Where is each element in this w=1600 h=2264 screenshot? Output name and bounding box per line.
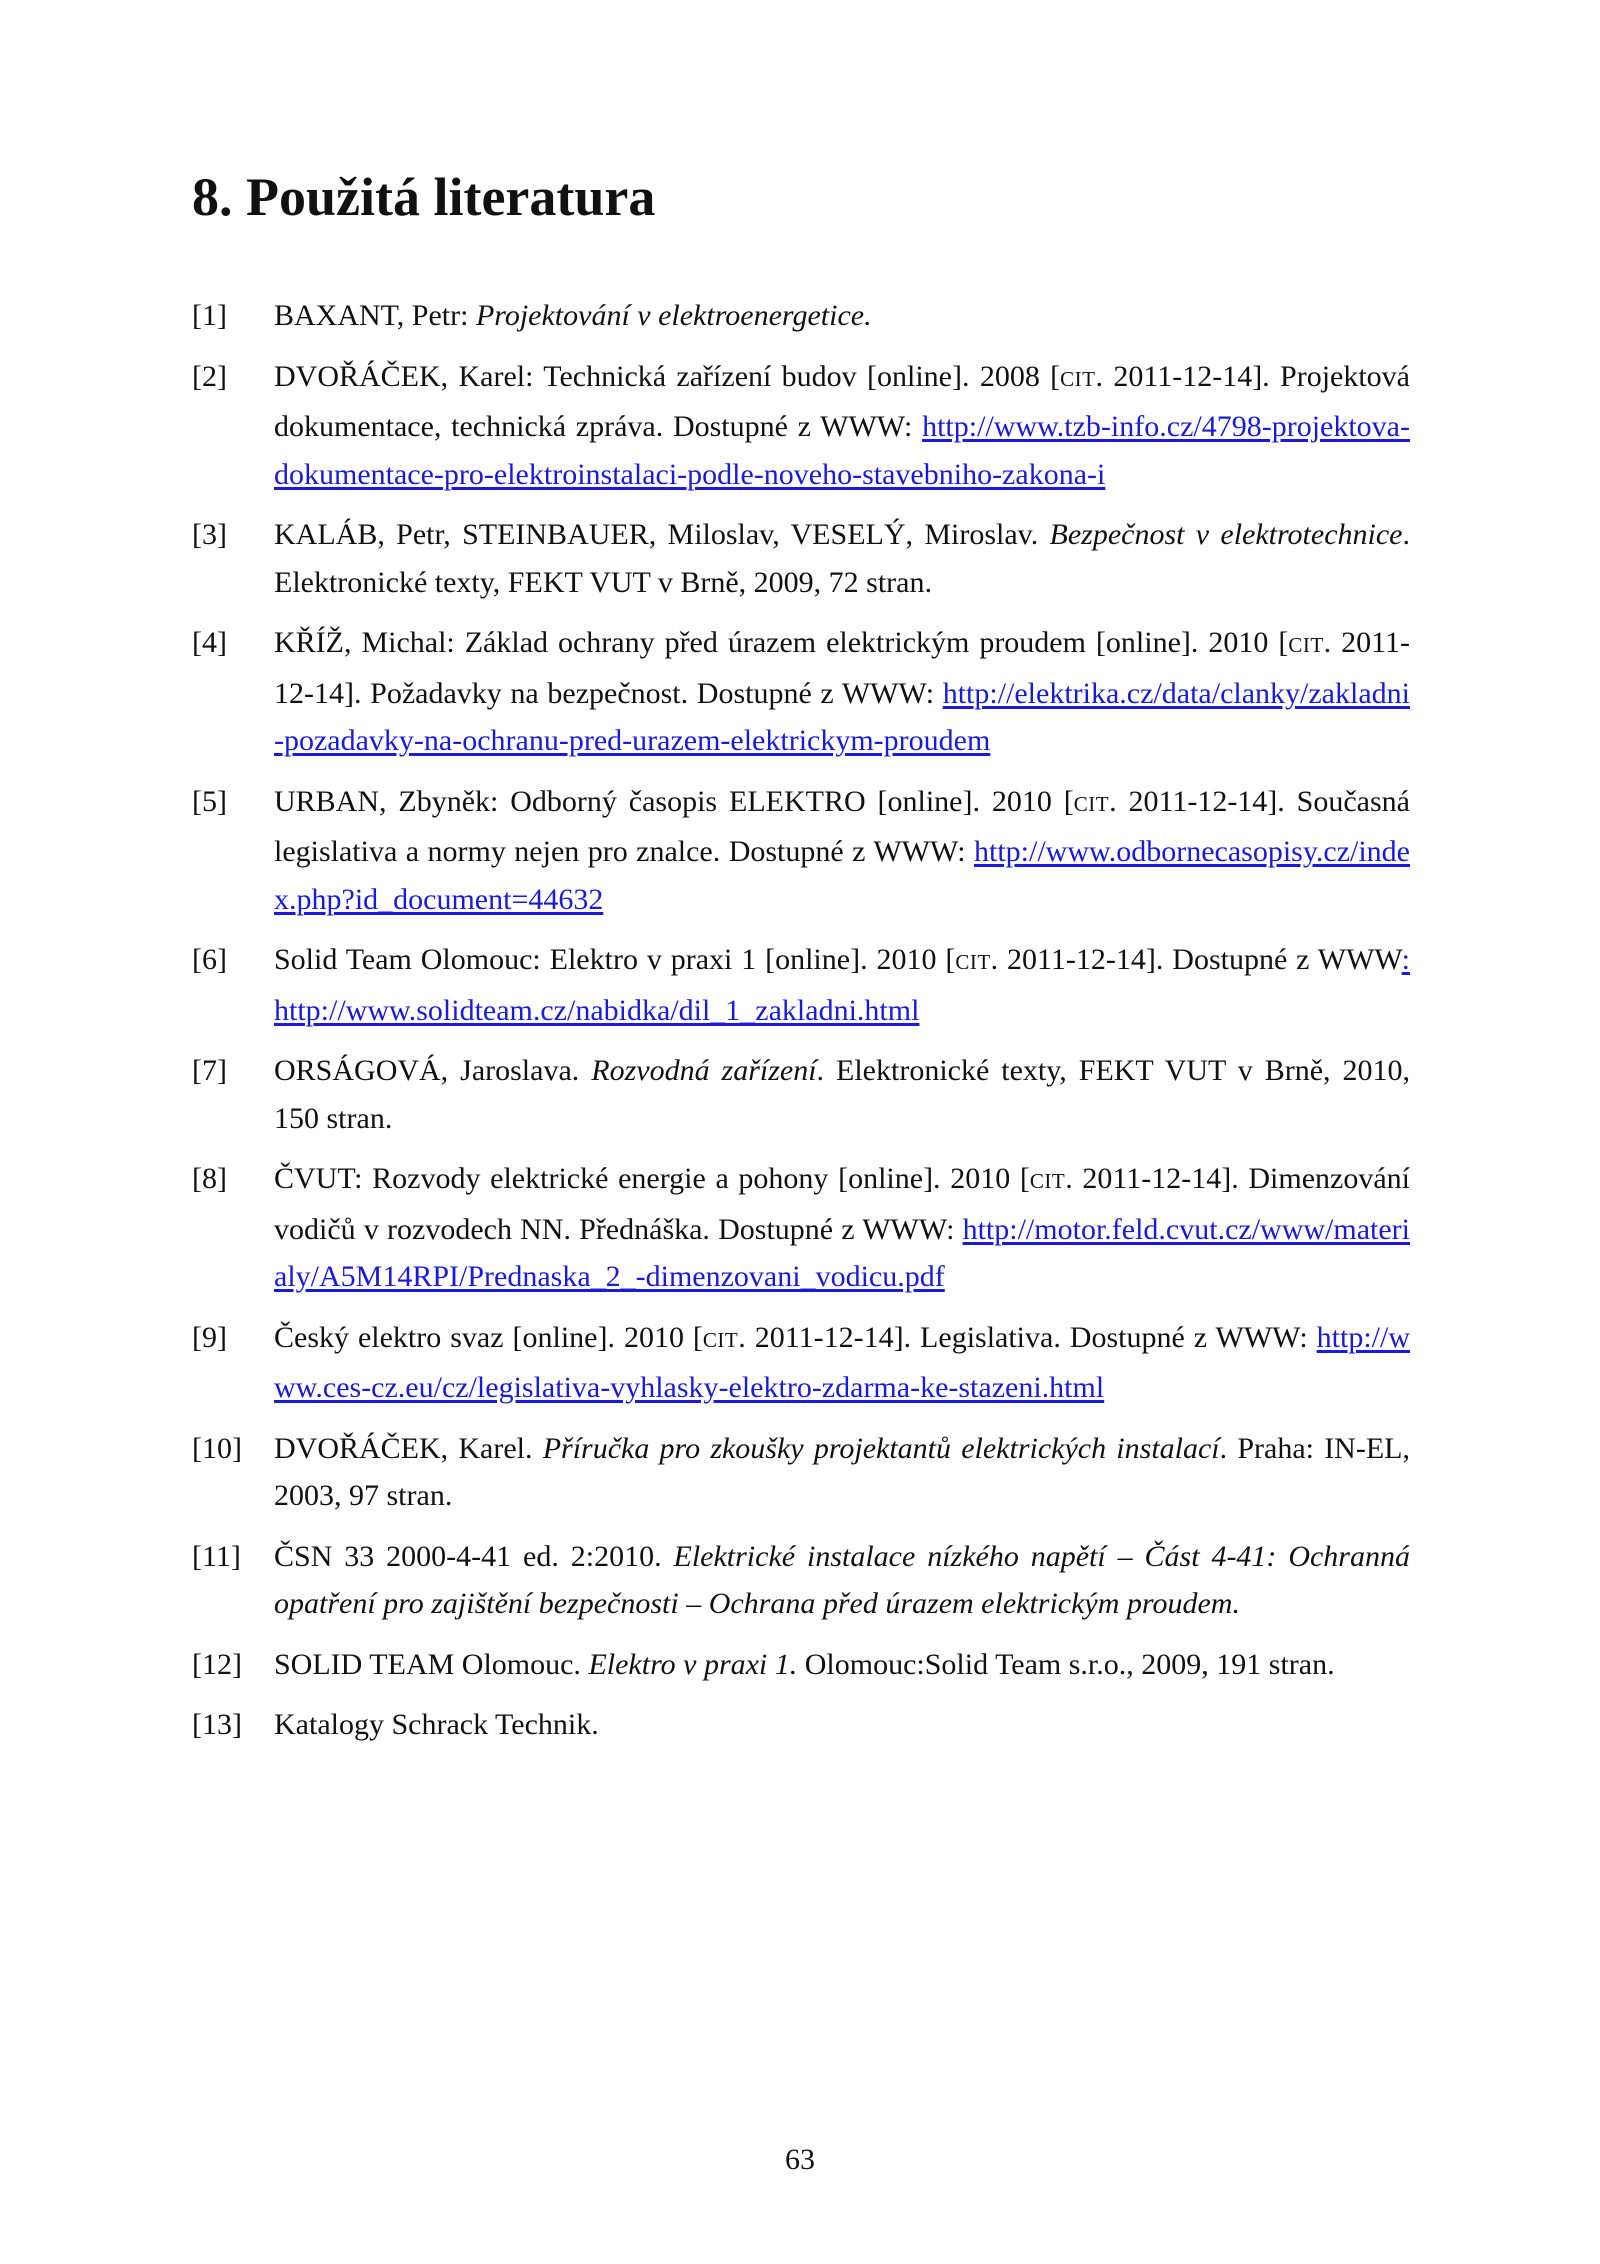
- reference-item: [192, 511, 1410, 606]
- reference-text: ČVUT: Rozvody elektrické energie a pohony [online]. 2010 [: [274, 1162, 1030, 1195]
- cit-abbreviation: CIT: [1073, 791, 1110, 816]
- reference-number: [2]: [192, 359, 227, 393]
- reference-text: DVOŘÁČEK, Karel: Technická zařízení budov [online]. 2008 [: [274, 359, 1061, 393]
- reference-text: Katalogy Schrack Technik.: [274, 1708, 599, 1741]
- reference-link[interactable]: http://motor.feld.cvut.cz/www/materialy/A5M14RPI/Prednaska_2_-dimenzovani_vodicu.pdf: [274, 1212, 1410, 1293]
- reference-number: [7]: [192, 1054, 227, 1087]
- reference-item: [192, 1641, 1410, 1689]
- reference-text: . Praha: IN-EL, 2003, 97 stran.: [274, 1431, 1410, 1512]
- reference-title: Elektrické instalace nízkého napětí – Část 4-41: Ochranná opatření pro zajištění bezpečnosti – Ochrana před úrazem elektrickým proudem.: [274, 1539, 1410, 1620]
- reference-item: [192, 353, 1410, 499]
- reference-number: [10]: [192, 1431, 242, 1465]
- reference-text: ORSÁGOVÁ, Jaroslava.: [274, 1054, 592, 1087]
- reference-item: [192, 1314, 1410, 1412]
- section-heading: 8. Použitá literatura: [192, 167, 656, 227]
- reference-text: Olomouc:Solid Team s.r.o., 2009, 191 stran.: [797, 1647, 1335, 1681]
- reference-number: [9]: [192, 1320, 227, 1354]
- reference-text: Český elektro svaz [online]. 2010 [: [274, 1320, 703, 1354]
- reference-text: DVOŘÁČEK, Karel.: [274, 1431, 543, 1465]
- reference-item: [192, 778, 1410, 924]
- reference-link[interactable]: http://elektrika.cz/data/clanky/zakladni-pozadavky-na-ochranu-pred-urazem-elektrickym-proudem: [274, 676, 1410, 757]
- reference-number: [11]: [192, 1539, 241, 1573]
- reference-link[interactable]: : http://www.solidteam.cz/nabidka/dil_1_zakladni.html: [274, 943, 1410, 1027]
- reference-title: Bezpečnost v elektrotechnice: [1049, 518, 1403, 551]
- cit-abbreviation: CIT: [1029, 1169, 1066, 1193]
- reference-text: . 2011-12-14]. Projektová dokumentace, technická zpráva. Dostupné z WWW:: [274, 359, 1410, 443]
- reference-item: [192, 1425, 1410, 1520]
- reference-text: URBAN, Zbyněk: Odborný časopis ELEKTRO [online]. 2010 [: [274, 784, 1074, 818]
- reference-item: [192, 292, 1410, 340]
- reference-title: Projektování v elektroenergetice.: [475, 299, 872, 332]
- cit-abbreviation: CIT: [1288, 633, 1324, 657]
- reference-text: . 2011-12-14]. Současná legislativa a normy nejen pro znalce. Dostupné z WWW:: [274, 784, 1410, 868]
- reference-link[interactable]: http://www.tzb-info.cz/4798-projektova-dokumentace-pro-elektroinstalaci-podle-noveho-stavebniho-zakona-i: [274, 410, 1410, 491]
- reference-text: ČSN 33 2000-4-41 ed. 2:2010.: [274, 1539, 674, 1573]
- reference-link[interactable]: http://www.odbornecasopisy.cz/index.php?id_document=44632: [274, 835, 1410, 916]
- page-number: 63: [785, 2143, 815, 2176]
- reference-text: . 2011-12-14]. Dostupné z WWW: [990, 943, 1402, 976]
- reference-text: . Elektronické texty, FEKT VUT v Brně, 2009, 72 stran.: [274, 518, 1410, 599]
- reference-title: Rozvodná zařízení: [591, 1054, 817, 1087]
- reference-list: [192, 292, 1410, 1762]
- reference-text: . 2011-12-14]. Dimenzování vodičů v rozvodech NN. Přednáška. Dostupné z WWW:: [274, 1162, 1410, 1246]
- reference-text: . 2011-12-14]. Požadavky na bezpečnost. Dostupné z WWW:: [274, 626, 1410, 710]
- reference-number: [1]: [192, 299, 227, 332]
- cit-abbreviation: CIT: [1060, 366, 1096, 391]
- reference-title: Elektro v praxi 1.: [588, 1647, 798, 1681]
- reference-text: SOLID TEAM Olomouc.: [274, 1647, 589, 1681]
- cit-abbreviation: CIT: [955, 950, 991, 974]
- reference-number: [12]: [192, 1647, 242, 1681]
- reference-number: [3]: [192, 518, 227, 551]
- reference-item: [192, 1155, 1410, 1301]
- reference-text: BAXANT, Petr:: [274, 299, 476, 332]
- reference-text: . Elektronické texty, FEKT VUT v Brně, 2010, 150 stran.: [274, 1054, 1410, 1135]
- reference-number: [13]: [192, 1708, 242, 1741]
- reference-number: [6]: [192, 943, 227, 976]
- reference-item: [192, 936, 1410, 1034]
- reference-item: [192, 619, 1410, 765]
- reference-link[interactable]: http://www.ces-cz.eu/cz/legislativa-vyhlasky-elektro-zdarma-ke-stazeni.html: [274, 1320, 1410, 1404]
- reference-item: [192, 1701, 1410, 1749]
- cit-abbreviation: CIT: [702, 1327, 739, 1352]
- reference-number: [8]: [192, 1162, 227, 1195]
- reference-item: [192, 1047, 1410, 1142]
- reference-number: [5]: [192, 784, 227, 818]
- reference-text: KALÁB, Petr, STEINBAUER, Miloslav, VESELÝ, Miroslav.: [274, 518, 1050, 551]
- reference-number: [4]: [192, 626, 227, 659]
- reference-text: . 2011-12-14]. Legislativa. Dostupné z WWW:: [738, 1320, 1317, 1354]
- reference-title: Příručka pro zkoušky projektantů elektrických instalací: [542, 1431, 1220, 1465]
- reference-item: [192, 1533, 1410, 1628]
- reference-text: KŘÍŽ, Michal: Základ ochrany před úrazem elektrickým proudem [online]. 2010 [: [274, 626, 1289, 659]
- reference-text: Solid Team Olomouc: Elektro v praxi 1 [online]. 2010 [: [274, 943, 956, 976]
